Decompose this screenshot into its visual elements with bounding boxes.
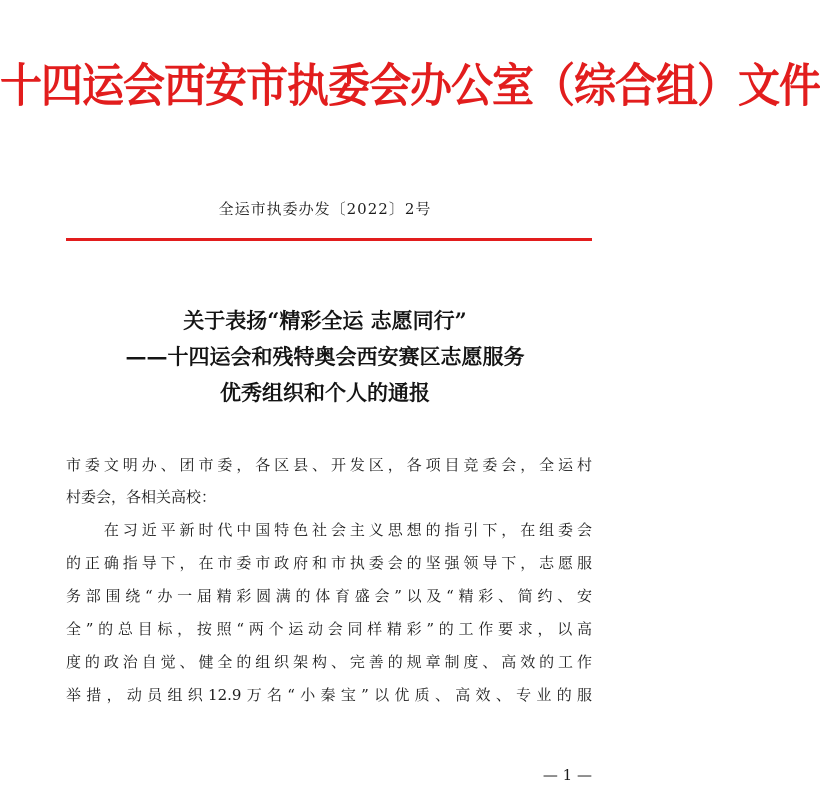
body-paragraph-line: 全”的总目标，按照“两个运动会同样精彩”的工作要求，以高	[66, 620, 592, 638]
body-paragraph-line: 在习近平新时代中国特色社会主义思想的指引下，在组委会	[66, 521, 592, 539]
notice-title-line-1: 关于表扬“精彩全运 志愿同行”	[183, 308, 467, 333]
document-header-title: 十四运会西安市执委会办公室（综合组）文件	[0, 58, 820, 113]
notice-title-line-3: 优秀组织和个人的通报	[220, 380, 430, 405]
body-paragraph-line: 务部围绕“办一届精彩圆满的体育盛会”以及“精彩、简约、安	[66, 587, 592, 605]
body-paragraph-line: 度的政治自觉、健全的组织架构、完善的规章制度、高效的工作	[66, 653, 592, 671]
document-number: 全运市执委办发〔2022〕2号	[218, 200, 432, 218]
page-number: — 1 —	[542, 766, 592, 784]
body-paragraph-line: 举措，动员组织12.9万名“小秦宝”以优质、高效、专业的服	[66, 686, 592, 704]
recipients-line-2: 村委会，各相关高校：	[66, 488, 217, 506]
red-divider-line	[66, 238, 592, 241]
notice-title-line-2: ——十四运会和残特奥会西安赛区志愿服务	[125, 344, 525, 369]
body-paragraph-line: 的正确指导下，在市委市政府和市执委会的坚强领导下，志愿服	[66, 554, 592, 572]
recipients-line-1: 市委文明办、团市委，各区县、开发区，各项目竞委会，全运村	[66, 456, 592, 474]
